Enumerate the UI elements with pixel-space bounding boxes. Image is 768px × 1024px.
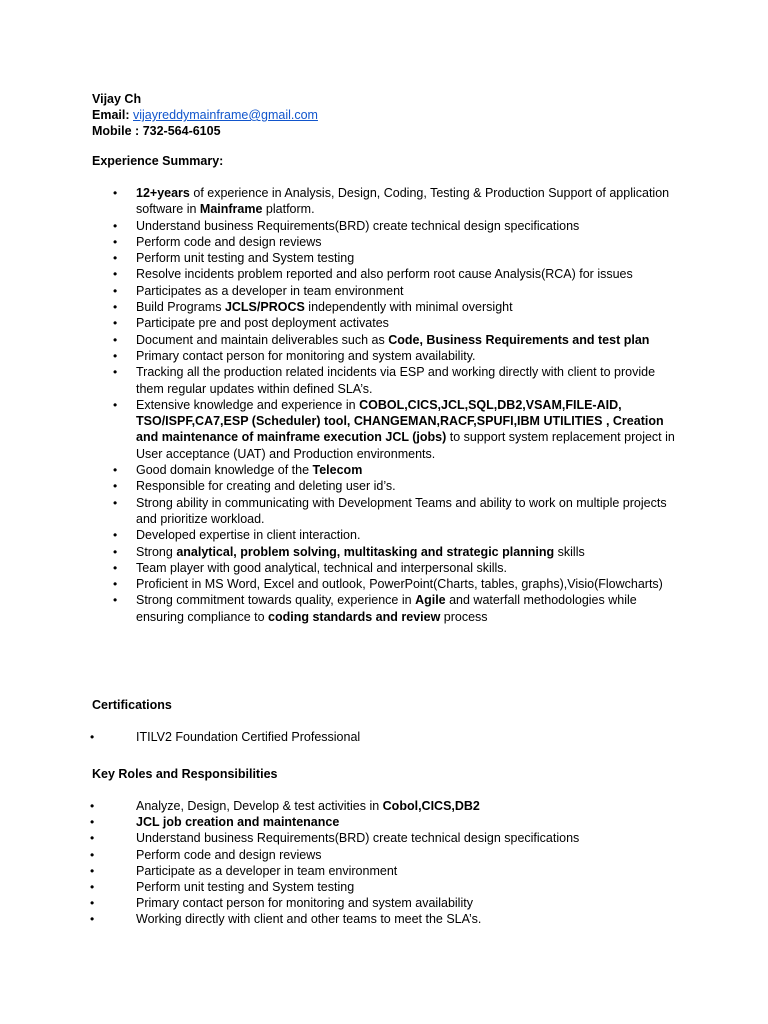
- bullet-icon: •: [113, 365, 118, 380]
- list-item-bold-text: coding standards and review: [268, 609, 441, 624]
- bullet-icon: •: [113, 544, 118, 559]
- bullet-icon: •: [113, 495, 118, 510]
- list-item-text: Strong ability in communicating with Development Teams and ability to work on multiple projects and prioritize workload.: [136, 495, 667, 526]
- list-item: [113, 315, 681, 331]
- bullet-icon: •: [90, 847, 95, 862]
- list-item-text: ITILV2 Foundation Certified Professional: [136, 730, 361, 744]
- candidate-name: Vijay Ch: [92, 92, 142, 106]
- bullet-icon: •: [113, 234, 118, 249]
- mobile-line: Mobile : 732-564-6105: [92, 124, 221, 138]
- list-item-bold-text: JCLS/PROCS: [224, 300, 305, 315]
- list-item: [113, 592, 681, 625]
- list-item-text: Good domain knowledge of the: [136, 463, 313, 478]
- list-item-text: to support system replacement project in User acceptance (UAT) and Production environments.: [136, 430, 675, 461]
- bullet-icon: •: [90, 831, 95, 846]
- list-item-text: of experience in Analysis, Design, Coding, Testing & Production Support of application software in: [136, 186, 670, 217]
- list-item-text: platform.: [262, 202, 315, 217]
- list-item-text: Understand business Requirements(BRD) create technical design specifications: [136, 831, 580, 846]
- bullet-icon: •: [113, 397, 118, 412]
- certifications-title: Certifications: [92, 698, 172, 712]
- list-item-text: Perform code and design reviews: [136, 847, 322, 862]
- list-item-text: Tracking all the production related incidents via ESP and working directly with client to provide them regular updates within defined SLA’s.: [136, 365, 656, 396]
- bullet-icon: •: [90, 912, 95, 927]
- list-item-bold-text: Code, Business Requirements and test plan: [388, 332, 650, 347]
- list-item-bold-text: COBOL,CICS,JCL,SQL,DB2,VSAM,FILE-AID, TSO/ISPF,CA7,ESP (Scheduler) tool, CHANGEMAN,RACF,SPUFI,IBM UTILITIES , Creation and maintenance of mainframe execution JCL (jobs): [136, 397, 664, 445]
- list-item: [90, 729, 681, 745]
- list-item: [113, 576, 681, 592]
- bullet-icon: •: [113, 348, 118, 363]
- list-item-text: Perform unit testing and System testing: [136, 880, 355, 895]
- list-item: [113, 397, 681, 462]
- list-item-text: skills: [554, 544, 585, 559]
- list-item-text: Participate as a developer in team environment: [136, 863, 398, 878]
- bullet-icon: •: [113, 283, 118, 298]
- list-item-text: Developed expertise in client interaction.: [136, 528, 361, 543]
- list-item: [113, 283, 681, 299]
- list-item: [90, 830, 696, 846]
- bullet-icon: •: [113, 186, 118, 200]
- bullet-icon: •: [113, 316, 118, 331]
- list-item-text: Extensive knowledge and experience in: [136, 397, 360, 412]
- list-item-text: Responsible for creating and deleting user id’s.: [136, 479, 396, 494]
- bullet-icon: •: [113, 300, 118, 315]
- bullet-icon: •: [113, 479, 118, 494]
- bullet-icon: •: [90, 799, 95, 813]
- list-item-text: Perform code and design reviews: [136, 234, 322, 249]
- list-item: [113, 234, 681, 250]
- bullet-icon: •: [113, 577, 118, 592]
- list-item: [113, 250, 681, 266]
- list-item-bold-text: Mainframe: [199, 202, 263, 217]
- bullet-icon: •: [90, 880, 95, 895]
- list-item-text: Strong: [136, 544, 177, 559]
- bullet-icon: •: [113, 560, 118, 575]
- list-item-text: Build Programs: [136, 300, 225, 315]
- list-item: [90, 847, 696, 863]
- list-item-text: Primary contact person for monitoring and system availability: [136, 896, 473, 911]
- list-item: [113, 332, 681, 348]
- list-item-text: Working directly with client and other teams to meet the SLA’s.: [136, 912, 482, 927]
- list-item: [113, 462, 681, 478]
- experience-summary-list: [113, 185, 681, 625]
- list-item-text: Primary contact person for monitoring and system availability.: [136, 348, 476, 363]
- list-item-bold-text: Telecom: [312, 463, 363, 478]
- list-item-text: Team player with good analytical, technical and interpersonal skills.: [136, 560, 508, 575]
- certifications-list: [90, 729, 681, 745]
- contact-header: [92, 91, 318, 139]
- list-item: [113, 560, 681, 576]
- key-roles-list: [90, 798, 696, 928]
- email-link[interactable]: vijayreddymainframe@gmail.com: [133, 108, 318, 122]
- email-label: Email:: [92, 108, 130, 122]
- list-item-text: Proficient in MS Word, Excel and outlook, PowerPoint(Charts, tables, graphs),Visio(Flowcharts): [136, 577, 663, 592]
- bullet-icon: •: [113, 218, 118, 233]
- list-item-text: and waterfall methodologies while ensuring compliance to: [136, 593, 637, 624]
- list-item-text: Resolve incidents problem reported and also perform root cause Analysis(RCA) for issues: [136, 267, 633, 282]
- list-item: [113, 348, 681, 364]
- list-item-text: independently with minimal oversight: [304, 300, 513, 315]
- list-item-text: Perform unit testing and System testing: [136, 251, 355, 266]
- list-item-text: Understand business Requirements(BRD) create technical design specifications: [136, 218, 580, 233]
- list-item: [113, 527, 681, 543]
- list-item-text: Document and maintain deliverables such as: [136, 332, 389, 347]
- list-item-bold-text: Agile: [415, 593, 446, 608]
- email-line: [92, 107, 318, 123]
- bullet-icon: •: [113, 251, 118, 266]
- list-item: [90, 863, 696, 879]
- list-item: [90, 911, 696, 927]
- list-item: [90, 814, 696, 830]
- list-item-text: Strong commitment towards quality, experience in: [136, 593, 416, 608]
- list-item: [90, 798, 696, 814]
- bullet-icon: •: [90, 896, 95, 911]
- key-roles-title: Key Roles and Responsibilities: [92, 767, 278, 781]
- bullet-icon: •: [113, 528, 118, 543]
- list-item: [90, 895, 696, 911]
- list-item-bold-text: JCL job creation and maintenance: [136, 815, 340, 830]
- bullet-icon: •: [113, 593, 118, 608]
- list-item: [90, 879, 696, 895]
- list-item-text: Participate pre and post deployment activates: [136, 316, 389, 331]
- list-item: [113, 218, 681, 234]
- bullet-icon: •: [113, 267, 118, 282]
- list-item-text: Analyze, Design, Develop & test activities in: [136, 799, 383, 813]
- list-item-bold-text: 12+years: [136, 186, 190, 200]
- bullet-icon: •: [113, 463, 118, 478]
- bullet-icon: •: [90, 863, 95, 878]
- list-item-bold-text: Cobol,CICS,DB2: [382, 799, 480, 813]
- experience-summary-title: Experience Summary:: [92, 154, 224, 168]
- list-item: [113, 364, 681, 397]
- list-item: [113, 299, 681, 315]
- bullet-icon: •: [113, 332, 118, 347]
- list-item: [113, 266, 681, 282]
- list-item: [113, 495, 681, 528]
- list-item-bold-text: analytical, problem solving, multitasking and strategic planning: [176, 544, 555, 559]
- list-item: [113, 185, 681, 218]
- bullet-icon: •: [90, 730, 95, 744]
- list-item: [113, 544, 681, 560]
- bullet-icon: •: [90, 815, 95, 830]
- list-item-text: Participates as a developer in team environment: [136, 283, 404, 298]
- list-item-text: process: [440, 609, 488, 624]
- list-item: [113, 478, 681, 494]
